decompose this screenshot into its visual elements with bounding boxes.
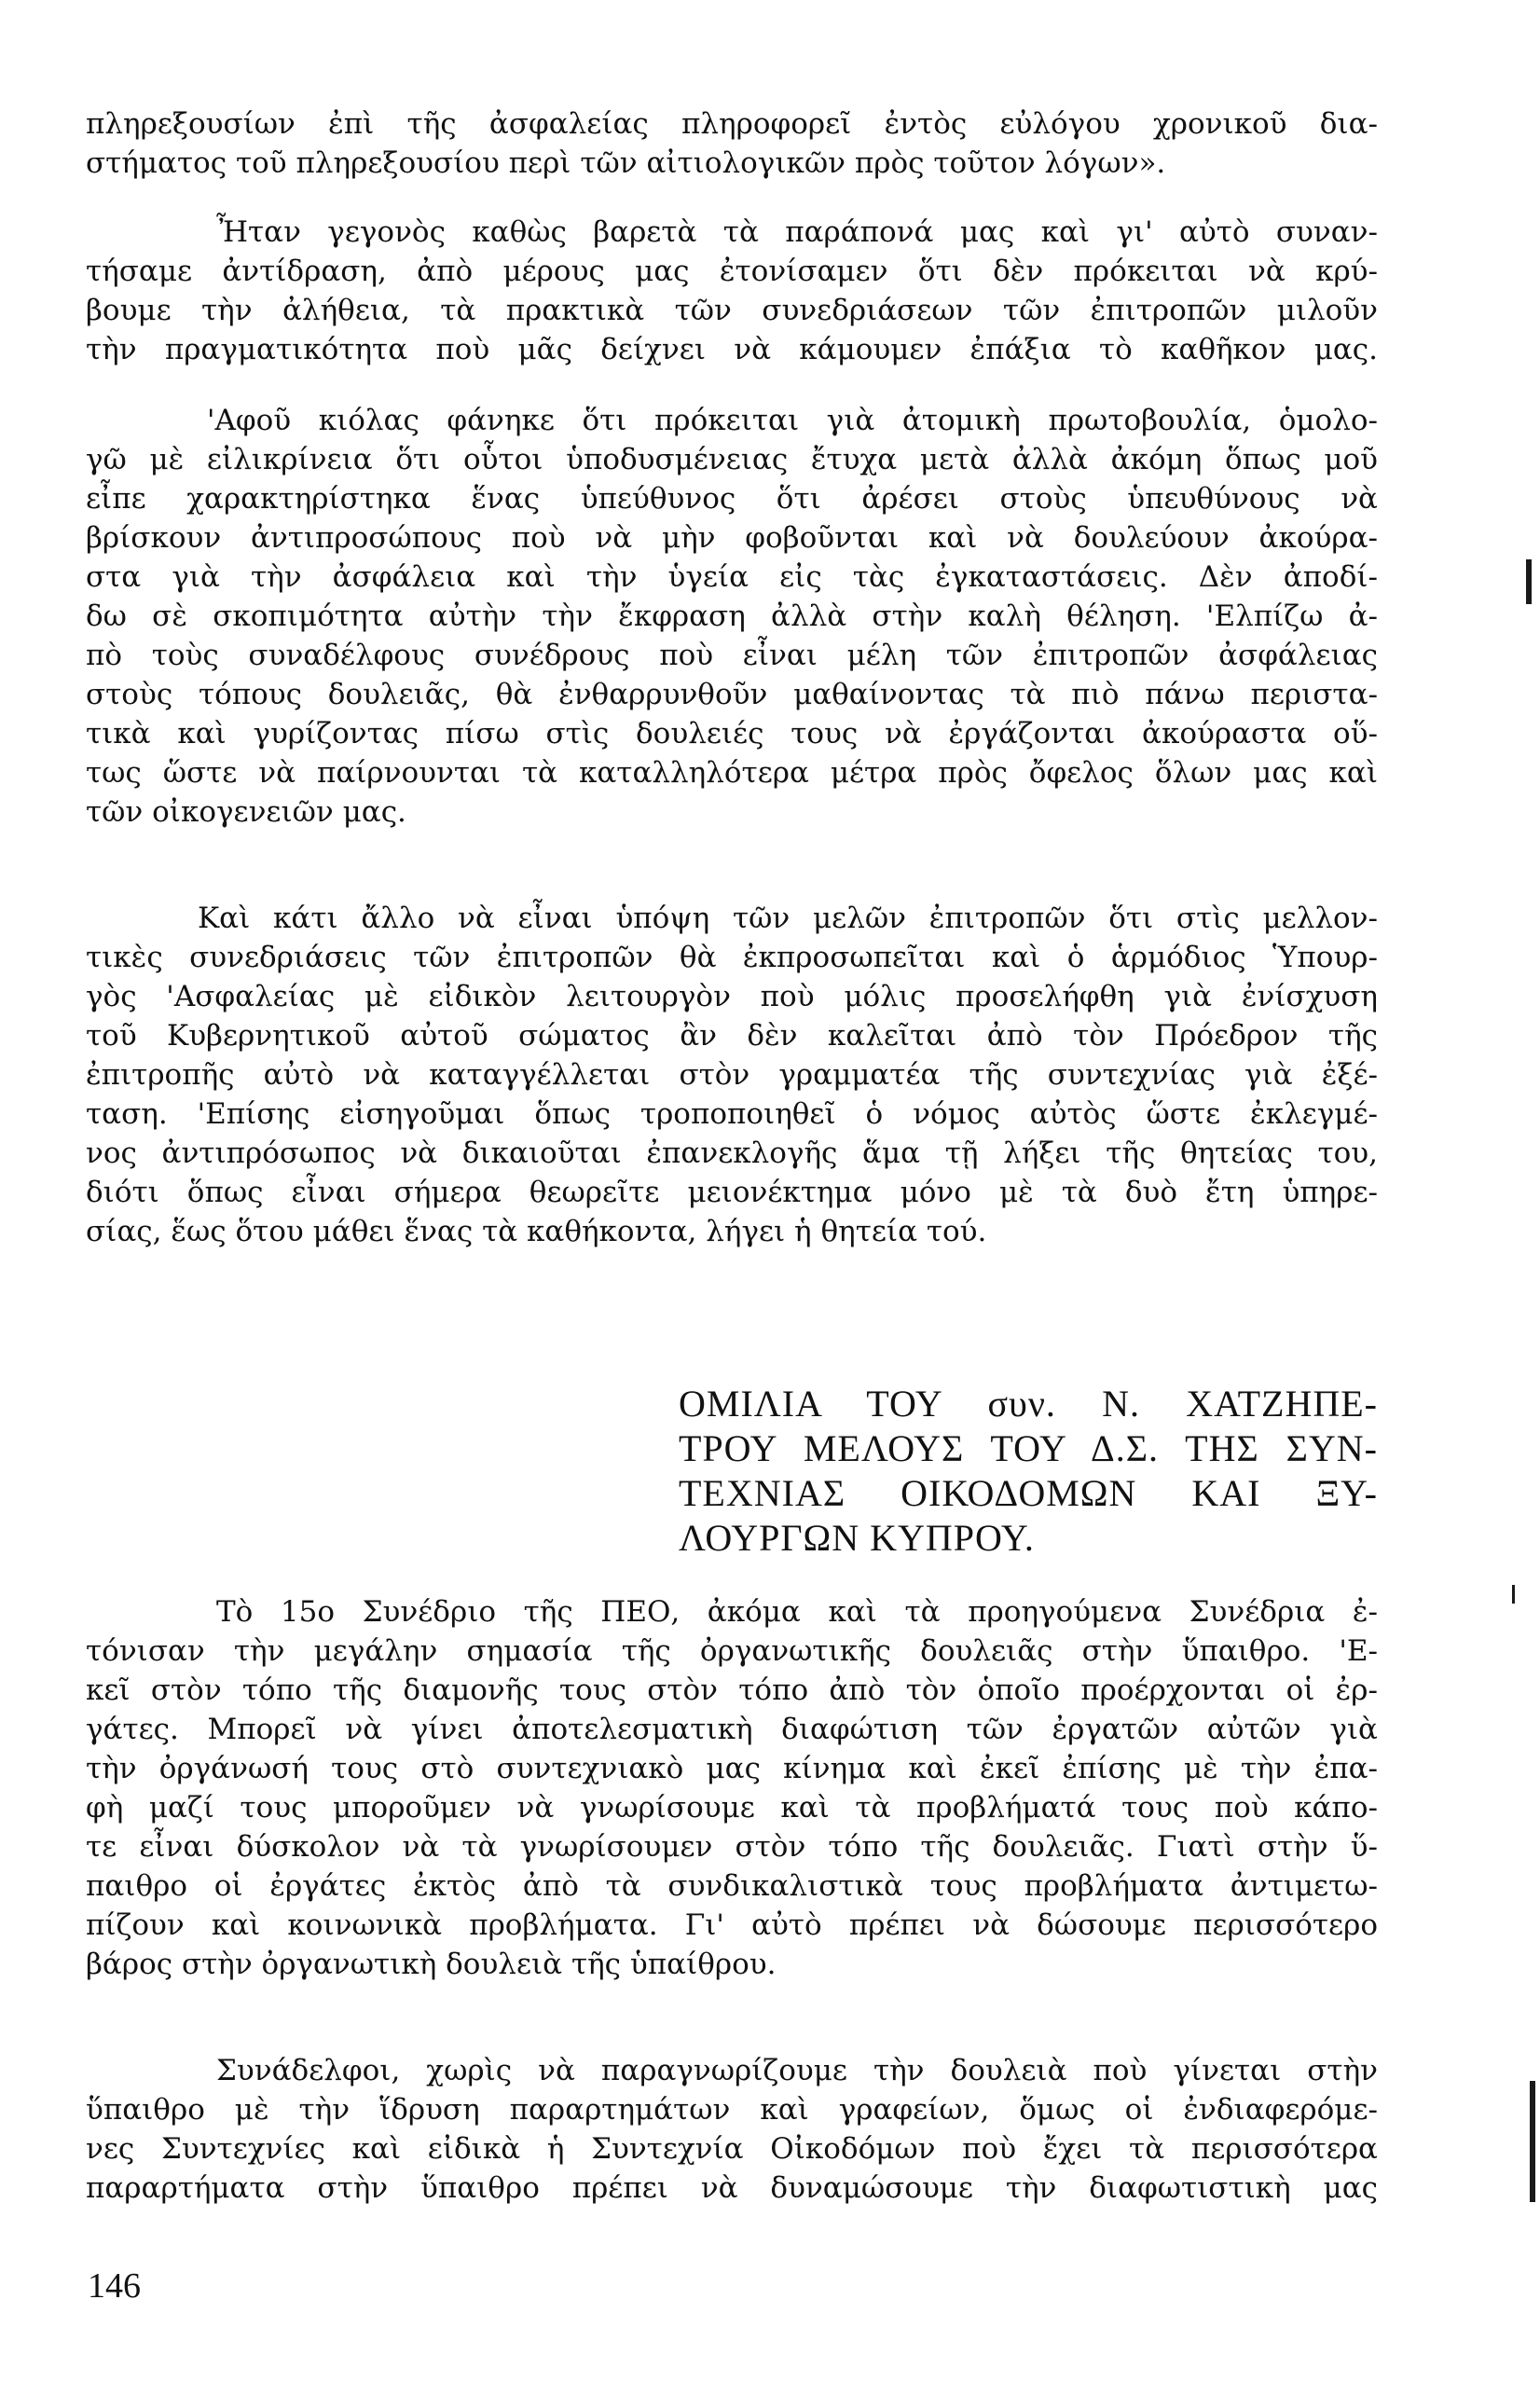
text-line: τοῦ Κυβερνητικοῦ αὐτοῦ σώματος ἂν δὲν καλεῖται ἀπὸ τὸν Πρόεδρον τῆς	[86, 1019, 1378, 1053]
text-line: σίας, ἕως ὅτου μάθει ἕνας τὰ καθήκοντα, λήγει ἡ θητεία τού.	[86, 1215, 987, 1248]
paragraph-5	[86, 1592, 1378, 1984]
heading-line: ΟΜΙΛΙΑ ΤΟΥ συν. Ν. ΧΑΤΖΗΠΕ-	[679, 1383, 1378, 1425]
text-line: πληρεξουσίων ἐπὶ τῆς ἀσφαλείας πληροφορεῖ ἐντὸς εὐλόγου χρονικοῦ δια-	[86, 107, 1378, 141]
text-line: τως ὥστε νὰ παίρνουνται τὰ καταλληλότερα μέτρα πρὸς ὄφελος ὅλων μας καὶ	[86, 756, 1378, 790]
scan-edge-mark	[1526, 559, 1532, 604]
text-line: τε εἶναι δύσκολον νὰ τὰ γνωρίσουμεν στὸν τόπο τῆς δουλειᾶς. Γιατὶ στὴν ὕ-	[86, 1830, 1378, 1864]
paragraph-4	[86, 899, 1378, 1251]
text-line: τὴν ὀργάνωσή τους στὸ συντεχνιακὸ μας κίνημα καὶ ἐκεῖ ἐπίσης μὲ τὴν ἐπα-	[86, 1752, 1378, 1785]
text-line: βάρος στὴν ὀργανωτικὴ δουλειὰ τῆς ὑπαίθρου.	[86, 1948, 777, 1981]
text-line: Τὸ 15ο Συνέδριο τῆς ΠΕΟ, ἀκόμα καὶ τὰ προηγούμενα Συνέδρια ἐ-	[216, 1595, 1378, 1629]
text-line: ταση. 'Επίσης εἰσηγοῦμαι ὅπως τροποποιηθεῖ ὁ νόμος αὐτὸς ὥστε ἐκλεγμέ-	[86, 1097, 1378, 1131]
paragraph-1	[86, 104, 1378, 183]
paragraph-3	[86, 401, 1378, 832]
text-line: γῶ μὲ εἰλικρίνεια ὅτι οὗτοι ὑποδυσμένειας ἔτυχα μετὰ ἀλλὰ ἀκόμη ὅπως μοῦ	[86, 443, 1378, 476]
text-line: βουμε τὴν ἀλήθεια, τὰ πρακτικὰ τῶν συνεδριάσεων τῶν ἐπιτροπῶν μιλοῦν	[86, 294, 1378, 327]
text-line: τικὰ καὶ γυρίζοντας πίσω στὶς δουλειές τους νὰ ἐργάζονται ἀκούραστα οὕ-	[86, 717, 1378, 750]
text-line: Καὶ κάτι ἄλλο νὰ εἶναι ὑπόψη τῶν μελῶν ἐπιτροπῶν ὅτι στὶς μελλον-	[198, 902, 1378, 935]
text-line: διότι ὅπως εἶναι σήμερα θεωρεῖτε μειονέκτημα μόνο μὲ τὰ δυὸ ἔτη ὑπηρε-	[86, 1176, 1378, 1209]
text-line: στα γιὰ τὴν ἀσφάλεια καὶ τὴν ὑγεία εἰς τὰς ἐγκαταστάσεις. Δὲν ἀποδί-	[86, 560, 1378, 594]
text-line: τήσαμε ἀντίδραση, ἀπὸ μέρους μας ἐτονίσαμεν ὅτι δὲν πρόκειται νὰ κρύ-	[86, 255, 1378, 288]
text-line: πὸ τοὺς συναδέλφους συνέδρους ποὺ εἶναι μέλη τῶν ἐπιτροπῶν ἀσφάλειας	[86, 639, 1378, 672]
heading-line: ΤΡΟΥ ΜΕΛΟΥΣ ΤΟΥ Δ.Σ. ΤΗΣ ΣΥΝ-	[679, 1427, 1378, 1469]
heading-line: ΛΟΥΡΓΩΝ ΚΥΠΡΟΥ.	[679, 1517, 1035, 1559]
text-line: γὸς 'Ασφαλείας μὲ εἰδικὸν λειτουργὸν ποὺ μόλις προσελήφθη γιὰ ἐνίσχυση	[86, 980, 1378, 1013]
paragraph-2	[86, 213, 1378, 369]
text-line: στοὺς τόπους δουλειᾶς, θὰ ἐνθαρρυνθοῦν μαθαίνοντας τὰ πιὸ πάνω περιστα-	[86, 678, 1378, 711]
text-line: βρίσκουν ἀντιπροσώπους ποὺ νὰ μὴν φοβοῦνται καὶ νὰ δουλεύουν ἀκούρα-	[86, 521, 1378, 555]
text-line: πίζουν καὶ κοινωνικὰ προβλήματα. Γι' αὐτὸ πρέπει νὰ δώσουμε περισσότερο	[86, 1908, 1378, 1942]
speech-heading	[679, 1382, 1378, 1561]
text-line: φὴ μαζί τους μποροῦμεν νὰ γνωρίσουμε καὶ τὰ προβλήματά τους ποὺ κάπο-	[86, 1791, 1378, 1825]
text-line: ὕπαιθρο μὲ τὴν ἵδρυση παραρτημάτων καὶ γραφείων, ὅμως οἱ ἐνδιαφερόμε-	[86, 2093, 1378, 2127]
text-line: ἐπιτροπῆς αὐτὸ νὰ καταγγέλλεται στὸν γραμματέα τῆς συντεχνίας γιὰ ἐξέ-	[86, 1058, 1378, 1092]
text-line: νος ἀντιπρόσωπος νὰ δικαιοῦται ἐπανεκλογῆς ἅμα τῇ λήξει τῆς θητείας του,	[86, 1136, 1378, 1170]
text-line: Συνάδελφοι, χωρὶς νὰ παραγνωρίζουμε τὴν δουλειὰ ποὺ γίνεται στὴν	[216, 2054, 1378, 2087]
text-line: κεῖ στὸν τόπο τῆς διαμονῆς τους στὸν τόπο ἀπὸ τὸν ὁποῖο προέρχονται οἱ ἐρ-	[86, 1673, 1378, 1707]
scan-edge-mark	[1512, 1585, 1515, 1604]
page-number: 146	[88, 2266, 141, 2306]
text-line: Ἦταν γεγονὸς καθὼς βαρετὰ τὰ παράπονά μας καὶ γι' αὐτὸ συναν-	[216, 215, 1378, 249]
text-line: εἶπε χαρακτηρίστηκα ἕνας ὑπεύθυνος ὅτι ἀρέσει στοὺς ὑπευθύνους νὰ	[86, 482, 1378, 516]
heading-line: ΤΕΧΝΙΑΣ ΟΙΚΟΔΟΜΩΝ ΚΑΙ ΞΥ-	[679, 1472, 1378, 1514]
text-line: τὴν πραγματικότητα ποὺ μᾶς δείχνει νὰ κάμουμεν ἐπάξια τὸ καθῆκον μας.	[86, 333, 1378, 366]
text-line: τικὲς συνεδριάσεις τῶν ἐπιτροπῶν θὰ ἐκπροσωπεῖται καὶ ὁ ἁρμόδιος Ὑπουρ-	[86, 941, 1378, 974]
text-line: παραρτήματα στὴν ὕπαιθρο πρέπει νὰ δυναμώσουμε τὴν διαφωτιστικὴ μας	[86, 2171, 1378, 2205]
text-line: τῶν οἰκογενειῶν μας.	[86, 795, 406, 829]
text-line: τόνισαν τὴν μεγάλην σημασία τῆς ὀργανωτικῆς δουλειᾶς στὴν ὕπαιθρο. 'Ε-	[86, 1634, 1378, 1668]
text-line: παιθρο οἱ ἐργάτες ἐκτὸς ἀπὸ τὰ συνδικαλιστικὰ τους προβλήματα ἀντιμετω-	[86, 1869, 1378, 1903]
text-line: νες Συντεχνίες καὶ εἰδικὰ ἡ Συντεχνία Οἰκοδόμων ποὺ ἔχει τὰ περισσότερα	[86, 2132, 1378, 2166]
text-line: δω σὲ σκοπιμότητα αὐτὴν τὴν ἔκφραση ἀλλὰ στὴν καλὴ θέληση. 'Ελπίζω ἀ-	[86, 599, 1378, 633]
text-line: στήματος τοῦ πληρεξουσίου περὶ τῶν αἰτιολογικῶν πρὸς τοῦτον λόγων».	[86, 146, 1166, 180]
paragraph-6	[86, 2051, 1378, 2208]
scan-edge-mark	[1530, 2081, 1535, 2202]
text-line: γάτες. Μπορεῖ νὰ γίνει ἀποτελεσματικὴ διαφώτιση τῶν ἐργατῶν αὐτῶν γιὰ	[86, 1713, 1378, 1746]
text-line: 'Αφοῦ κιόλας φάνηκε ὅτι πρόκειται γιὰ ἀτομικὴ πρωτοβουλία, ὁμολο-	[207, 404, 1378, 437]
